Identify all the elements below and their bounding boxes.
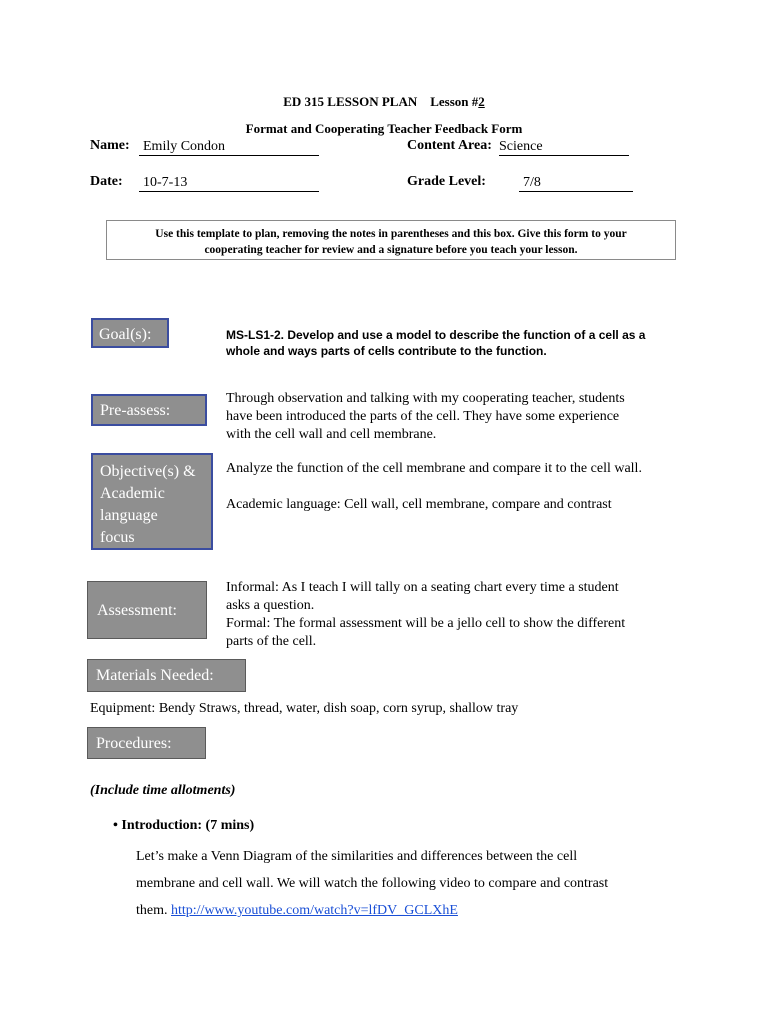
academic-language-text: Academic language: Cell wall, cell membrane, compare and contrast [226,497,612,512]
goals-text [226,327,645,359]
objectives-heading-line-4: focus [100,529,135,546]
preassess-line-3: with the cell wall and cell membrane. [226,427,437,442]
goals-line-1: MS-LS1-2. Develop and use a model to describe the function of a cell as a [226,328,646,342]
page-subtitle: Format and Cooperating Teacher Feedback Form [245,121,523,136]
preassess-heading: Pre-assess: [91,394,207,426]
intro-line-2: membrane and cell wall. We will watch the following video to compare and contrast [136,876,609,891]
objective-text: Analyze the function of the cell membrane and compare it to the cell wall. [226,461,642,476]
date-label: Date: [90,174,123,189]
time-allotments-note: (Include time allotments) [90,783,236,798]
content-area-label: Content Area: [407,138,492,153]
title-main: ED 315 LESSON PLAN [283,94,418,109]
lesson-number: 2 [478,94,485,109]
introduction-heading [113,817,254,835]
intro-line-3-prefix: them. [136,903,171,918]
page-title [0,94,768,110]
note-line-1: Use this template to plan, removing the notes in parentheses and this box. Give this form to your [155,228,627,240]
bullet-icon: • [113,818,118,833]
intro-line-1: Let’s make a Venn Diagram of the similarities and differences between the cell [136,849,578,864]
assessment-line-1: Informal: As I teach I will tally on a seating chart every time a student [226,580,619,595]
name-value: Emily Condon [139,139,319,156]
intro-line-3 [136,897,608,924]
assessment-heading: Assessment: [87,581,207,639]
lesson-label: Lesson # [430,94,479,109]
date-value: 10-7-13 [139,175,319,192]
youtube-video-link[interactable]: http://www.youtube.com/watch?v=lfDV_GCLXhE [171,903,458,918]
goals-line-2: whole and ways parts of cells contribute to the function. [226,344,547,358]
objectives-heading-line-3: language [100,507,158,524]
preassess-line-1: Through observation and talking with my cooperating teacher, students [226,391,625,406]
introduction-text [136,843,608,924]
note-line-2: cooperating teacher for review and a signature before you teach your lesson. [204,244,578,256]
materials-heading: Materials Needed: [87,659,246,692]
assessment-line-3: Formal: The formal assessment will be a jello cell to show the different [226,616,626,631]
objectives-heading-line-2: Academic [100,485,165,502]
preassess-line-2: have been introduced the parts of the cell. They have some experience [226,409,620,424]
introduction-heading-text: Introduction: (7 mins) [121,818,255,833]
goals-heading: Goal(s): [91,318,169,348]
instruction-note-box [106,220,676,260]
objectives-heading [91,453,213,550]
assessment-line-2: asks a question. [226,598,315,613]
equipment-text: Equipment: Bendy Straws, thread, water, dish soap, corn syrup, shallow tray [90,701,519,716]
assessment-line-4: parts of the cell. [226,634,317,649]
assessment-text [226,579,625,651]
grade-level-value: 7/8 [519,175,633,192]
objectives-heading-line-1: Objective(s) & [100,463,196,480]
preassess-text [226,390,625,444]
grade-level-label: Grade Level: [407,174,486,189]
name-label: Name: [90,138,130,153]
content-area-value: Science [499,139,629,156]
procedures-heading: Procedures: [87,727,206,759]
